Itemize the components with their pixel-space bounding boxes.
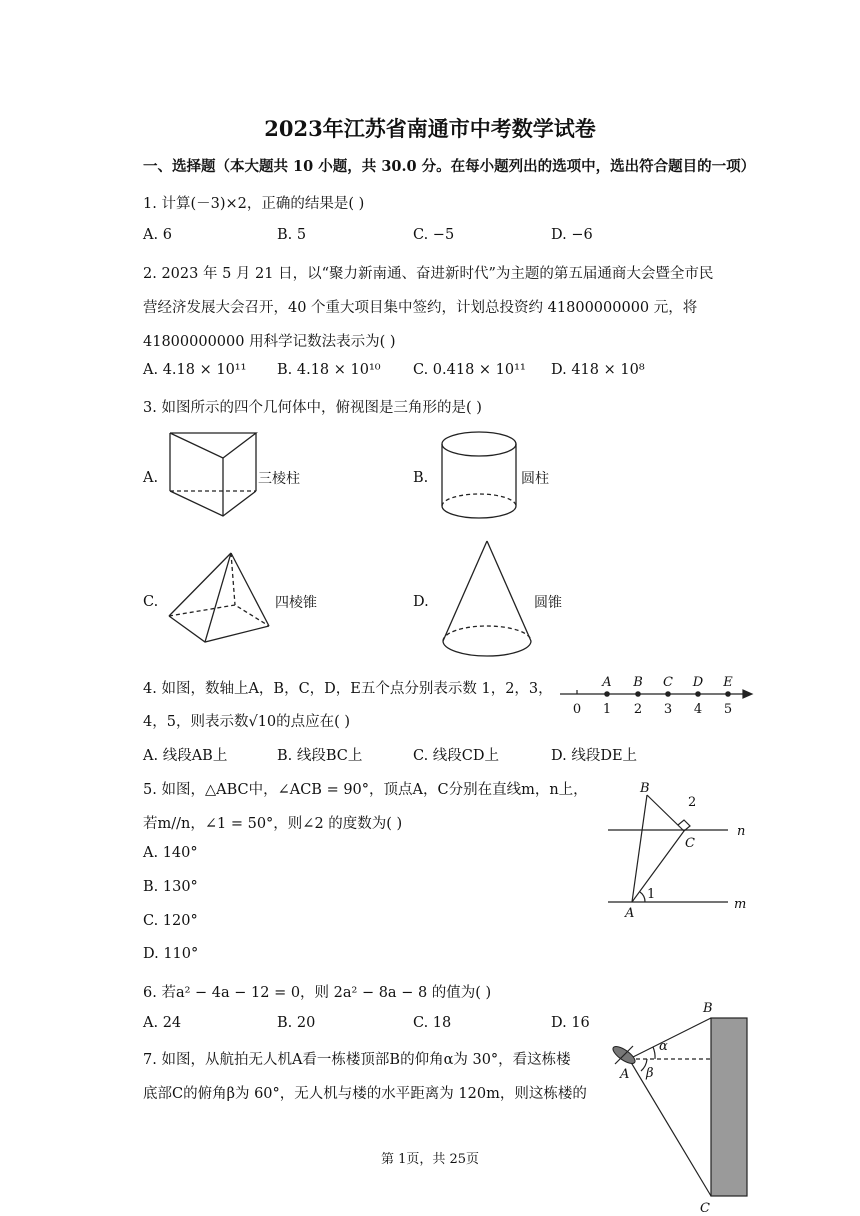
q3-option-b: B. bbox=[413, 470, 429, 486]
fig7-label-b: B bbox=[703, 1001, 713, 1016]
axis-tick-3: 3 bbox=[663, 702, 673, 717]
question-5-line1: 5. 如图，△ABC中，∠ACB = 90°，顶点A，C分别在直线m，n上， bbox=[143, 782, 588, 798]
fig5-label-m: m bbox=[734, 897, 747, 912]
axis-point-e: E bbox=[723, 675, 733, 690]
fig5-label-n: n bbox=[737, 824, 746, 839]
cone-figure bbox=[438, 538, 536, 662]
question-2-line1: 2. 2023 年 5 月 21 日，以“聚力新南通、奋进新时代”为主题的第五届通商大会暨全市民 bbox=[143, 266, 714, 282]
axis-point-d: D bbox=[692, 675, 704, 690]
q5-option-a: A. 140° bbox=[143, 845, 198, 861]
question-4-line2: 4，5，则表示数√10的点应在( ) bbox=[143, 714, 351, 730]
fig5-label-2: 2 bbox=[688, 795, 697, 810]
axis-point-a: A bbox=[602, 675, 612, 690]
q1-option-c: C. −5 bbox=[413, 227, 455, 243]
axis-tick-5: 5 bbox=[723, 702, 733, 717]
fig5-label-c: C bbox=[685, 836, 695, 851]
fig7-label-beta: β bbox=[646, 1066, 654, 1081]
q3-option-a: A. bbox=[143, 470, 159, 486]
building-shape bbox=[711, 1018, 747, 1196]
fig7-label-c: C bbox=[700, 1201, 710, 1216]
q5-option-c: C. 120° bbox=[143, 913, 198, 929]
question-5-line2: 若m//n，∠1 = 50°，则∠2 的度数为( ) bbox=[143, 816, 403, 832]
q3-label-cone: 圆锥 bbox=[534, 595, 562, 611]
fig5-label-b: B bbox=[640, 781, 650, 796]
q3-option-c: C. bbox=[143, 594, 159, 610]
q5-option-b: B. 130° bbox=[143, 879, 198, 895]
q6-option-a: A. 24 bbox=[143, 1015, 182, 1031]
q6-option-d: D. 16 bbox=[551, 1015, 590, 1031]
q6-option-b: B. 20 bbox=[277, 1015, 316, 1031]
fig7-label-a: A bbox=[620, 1067, 630, 1082]
q4-option-b: B. 线段BC上 bbox=[277, 748, 363, 764]
axis-point-b: B bbox=[633, 675, 643, 690]
question-4-line1: 4. 如图，数轴上A，B，C，D，E五个点分别表示数 1，2，3， bbox=[143, 681, 553, 697]
question-7-line2: 底部C的俯角β为 60°，无人机与楼的水平距离为 120m，则这栋楼的 bbox=[143, 1086, 587, 1102]
fig7-label-alpha: α bbox=[659, 1039, 668, 1054]
page-title: 2023年江苏省南通市中考数学试卷 bbox=[264, 116, 596, 141]
question-7-line1: 7. 如图，从航拍无人机A看一栋楼顶部B的仰角α为 30°，看这栋楼 bbox=[143, 1052, 571, 1068]
q1-option-d: D. −6 bbox=[551, 227, 593, 243]
cylinder-figure bbox=[438, 428, 520, 524]
q5-option-d: D. 110° bbox=[143, 946, 199, 962]
number-line-figure bbox=[558, 670, 756, 720]
axis-tick-1: 1 bbox=[602, 702, 612, 717]
q1-option-b: B. 5 bbox=[277, 227, 307, 243]
q3-option-d: D. bbox=[413, 594, 429, 610]
q2-option-a: A. 4.18 × 10¹¹ bbox=[143, 362, 247, 378]
q4-option-a: A. 线段AB上 bbox=[143, 748, 228, 764]
q2-option-c: C. 0.418 × 10¹¹ bbox=[413, 362, 526, 378]
page-footer: 第 1页，共 25页 bbox=[380, 1152, 480, 1167]
fig5-label-a: A bbox=[625, 906, 635, 921]
axis-point-c: C bbox=[663, 675, 673, 690]
q2-option-d: D. 418 × 10⁸ bbox=[551, 362, 645, 378]
q1-option-a: A. 6 bbox=[143, 227, 172, 243]
fig5-label-1: 1 bbox=[647, 887, 656, 902]
question-6-stem: 6. 若a² − 4a − 12 = 0，则 2a² − 8a − 8 的值为( ) bbox=[143, 985, 492, 1001]
drone-building-figure bbox=[605, 998, 755, 1216]
axis-tick-4: 4 bbox=[693, 702, 703, 717]
q4-option-c: C. 线段CD上 bbox=[413, 748, 500, 764]
q3-label-pyramid: 四棱锥 bbox=[275, 595, 317, 611]
question-1-stem: 1. 计算(－3)×2，正确的结果是( ) bbox=[143, 196, 365, 212]
section-heading: 一、选择题（本大题共 10 小题，共 30.0 分。在每小题列出的选项中，选出符合题目的一项） bbox=[143, 158, 756, 175]
triangular-prism-figure bbox=[165, 428, 260, 520]
square-pyramid-figure bbox=[165, 548, 275, 648]
triangle-parallel-lines-figure bbox=[600, 775, 760, 925]
axis-tick-2: 2 bbox=[633, 702, 643, 717]
question-3-stem: 3. 如图所示的四个几何体中，俯视图是三角形的是( ) bbox=[143, 400, 482, 416]
axis-tick-0: 0 bbox=[572, 702, 582, 717]
q3-label-prism: 三棱柱 bbox=[258, 471, 300, 487]
q3-label-cylinder: 圆柱 bbox=[521, 471, 549, 487]
q4-option-d: D. 线段DE上 bbox=[551, 748, 638, 764]
drone-icon bbox=[610, 1043, 637, 1066]
q6-option-c: C. 18 bbox=[413, 1015, 452, 1031]
question-2-line3: 41800000000 用科学记数法表示为( ) bbox=[143, 334, 396, 350]
q2-option-b: B. 4.18 × 10¹⁰ bbox=[277, 362, 381, 378]
question-2-line2: 营经济发展大会召开，40 个重大项目集中签约，计划总投资约 41800000000 元，将 bbox=[143, 300, 698, 316]
